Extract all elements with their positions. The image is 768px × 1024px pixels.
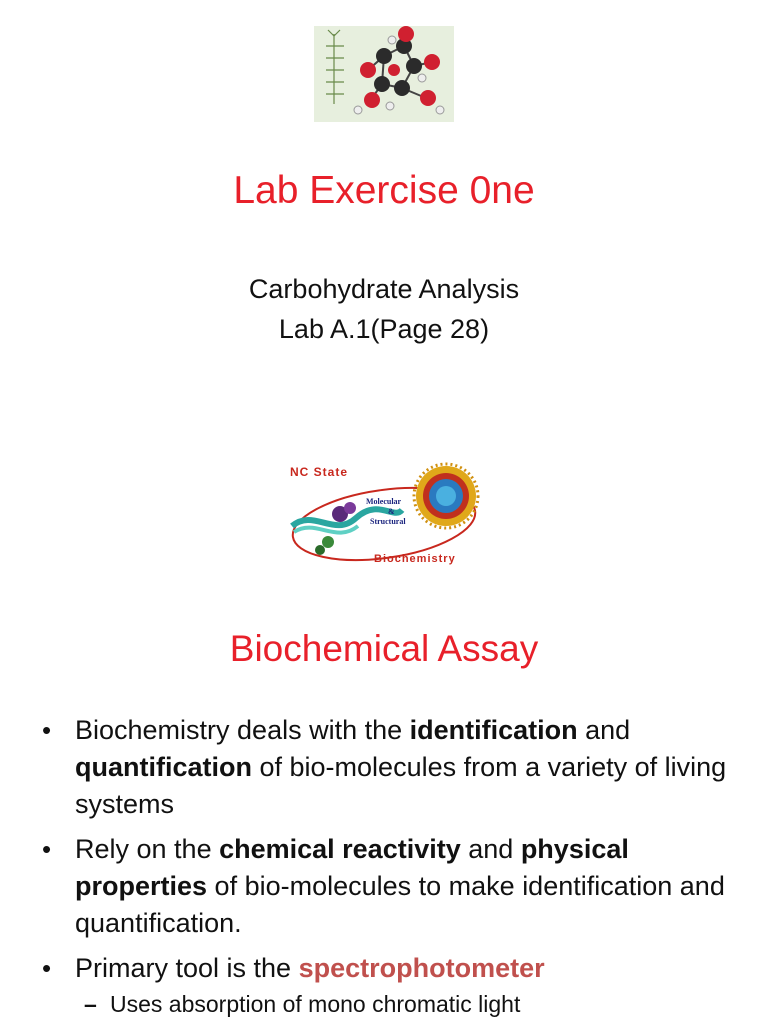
- spectrophotometer-highlight: spectrophotometer: [298, 953, 545, 983]
- logo-top-text: NC State: [290, 465, 349, 479]
- logo-center-line1: Molecular: [366, 497, 402, 506]
- bullet-item: • Rely on the chemical reactivity and physical properties of bio-molecules to make identification and quantification.: [40, 831, 740, 942]
- bullet-list: [40, 712, 740, 1019]
- nc-state-biochemistry-logo: [284, 458, 486, 568]
- logo-bottom-text: Biochemistry: [374, 553, 456, 565]
- bullet-icon: •: [42, 834, 52, 864]
- glucose-molecule-image: [314, 26, 454, 122]
- slide-subtitle: Carbohydrate Analysis: [248, 274, 520, 304]
- virus-sphere-icon: [414, 464, 478, 528]
- assay-title: Biochemical Assay: [229, 628, 539, 669]
- sub-bullet-item: – Uses absorption of mono chromatic light: [84, 991, 521, 1017]
- bullet-icon: •: [42, 715, 52, 745]
- dash-icon: –: [84, 991, 97, 1017]
- bullet-item: • Primary tool is the spectrophotometer: [40, 950, 740, 987]
- bullet-icon: •: [42, 953, 52, 983]
- bullet-item: • Biochemistry deals with the identification and quantification of bio-molecules from a variety of living systems: [40, 712, 740, 823]
- logo-center-line3: Structural: [370, 517, 406, 526]
- logo-center-line2: &: [388, 507, 395, 516]
- slide-title: Lab Exercise 0ne: [233, 169, 535, 212]
- dna-helix-icon: [292, 502, 402, 555]
- slide-subtitle-reference: Lab A.1(Page 28): [278, 314, 490, 344]
